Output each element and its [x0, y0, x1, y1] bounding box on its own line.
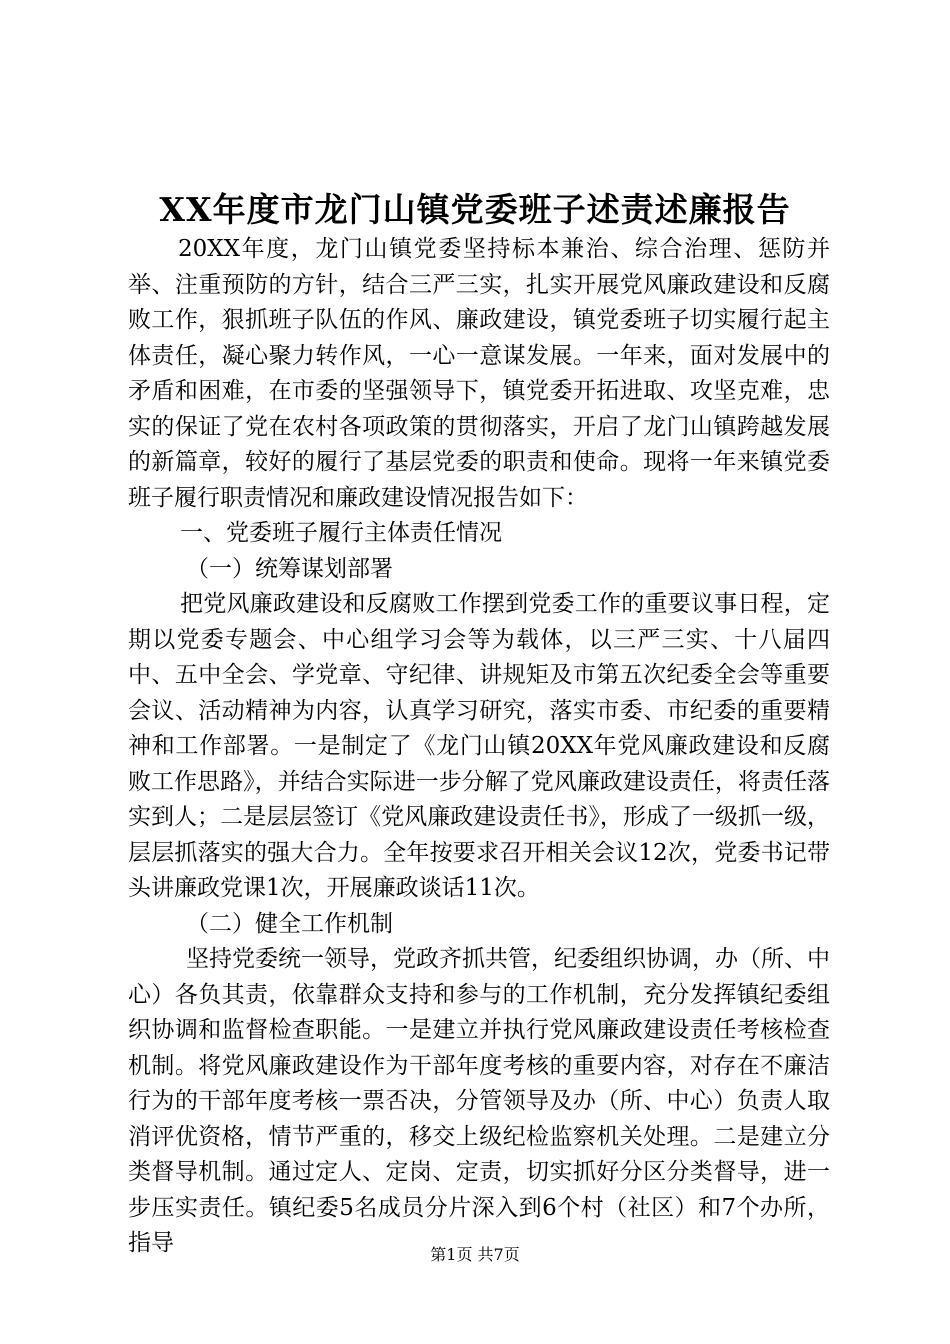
- subsection-heading-1: （一）统筹谋划部署: [186, 555, 393, 582]
- subsection-heading-2: （二）健全工作机制: [186, 910, 393, 937]
- document-title: XX年度市龙门山镇党委班子述责述廉报告: [159, 190, 791, 229]
- page-footer: 第1页 共7页: [430, 1245, 520, 1264]
- body-paragraph-1: 把党风廉政建设和反腐败工作摆到党委工作的重要议事日程，定期以党委专题会、中心组学习会等为载体，以三严三实、十八届四中、五中全会、学党章、守纪律、讲规矩及市第五次纪委全会等重要会议、活动精神为内容，认真学习研究，落实市委、市纪委的重要精神和工作部署。一是制定了《龙门山镇20XX年党风廉政建设和反腐败工作思路》，并结合实际进一步分解了党风廉政建设责任，将责任落实到人；二是层层签订《党风廉政建设责任书》，形成了一级抓一级，层层抓落实的强大合力。全年按要求召开相关会议12次，党委书记带头讲廉政党课1次，开展廉政谈话11次。: [128, 591, 830, 901]
- section-heading-1: 一、党委班子履行主体责任情况: [180, 520, 502, 546]
- intro-paragraph: 20XX年度，龙门山镇党委坚持标本兼治、综合治理、惩防并举、注重预防的方针，结合三严三实，扎实开展党风廉政建设和反腐败工作，狠抓班子队伍的作风、廉政建设，镇党委班子切实履行起主体责任，凝心聚力转作风，一心一意谋发展。一年来，面对发展中的矛盾和困难，在市委的坚强领导下，镇党委开拓进取、攻坚克难，忠实的保证了党在农村各项政策的贯彻落实，开启了龙门山镇跨越发展的新篇章，较好的履行了基层党委的职责和使命。现将一年来镇党委班子履行职责情况和廉政建设情况报告如下：: [128, 236, 830, 511]
- document-body: [128, 232, 830, 1262]
- body-paragraph-2: 坚持党委统一领导，党政齐抓共管，纪委组织协调，办（所、中心）各负其责，依靠群众支持和参与的工作机制，充分发挥镇纪委组织协调和监督检查职能。一是建立并执行党风廉政建设责任考核检查机制。将党风廉政建设作为干部年度考核的重要内容，对存在不廉洁行为的干部年度考核一票否决，分管领导及办（所、中心）负责人取消评优资格，情节严重的，移交上级纪检监察机关处理。二是建立分类督导机制。通过定人、定岗、定责，切实抓好分区分类督导，进一步压实责任。镇纪委5名成员分片深入到6个村（社区）和7个办所，指导: [128, 946, 830, 1256]
